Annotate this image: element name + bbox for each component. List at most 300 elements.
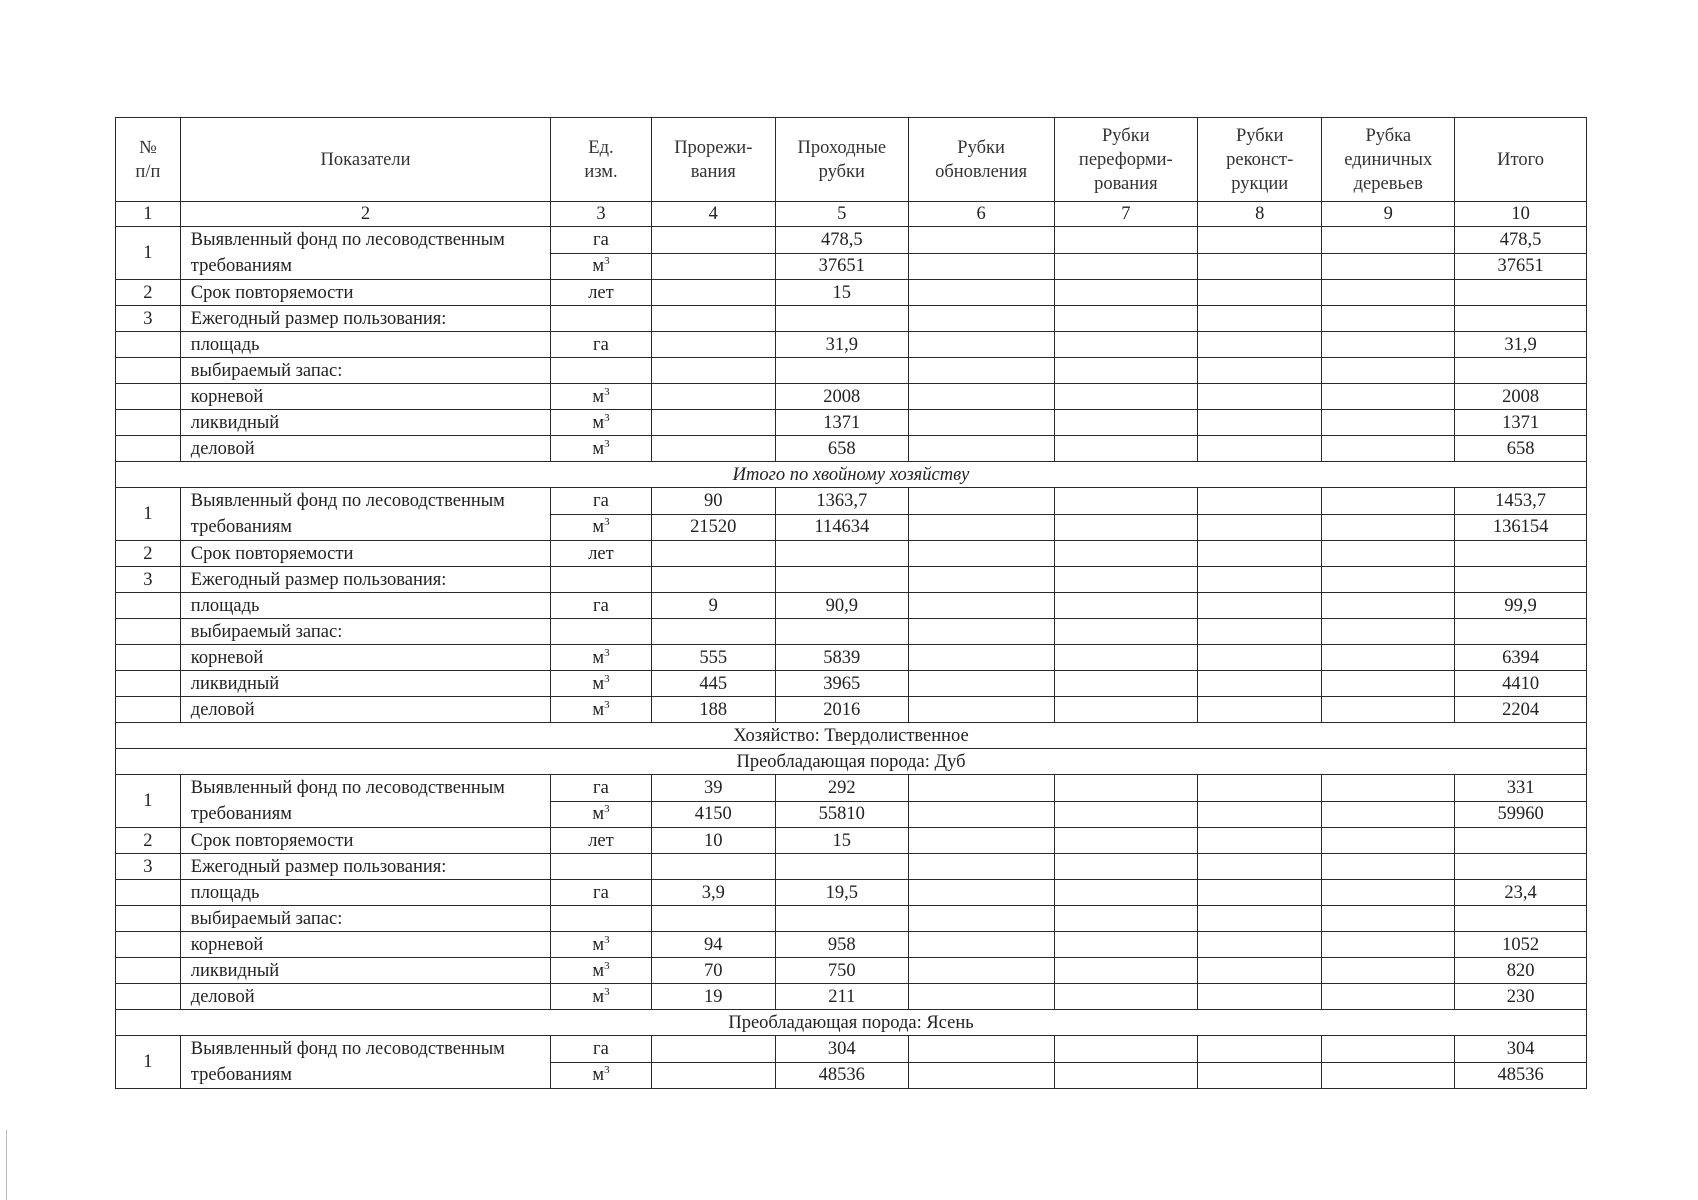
period-row bbox=[116, 541, 1587, 567]
fund-row-ha bbox=[116, 227, 1587, 254]
unit-superscript: 3 bbox=[604, 516, 610, 529]
empty-cell bbox=[908, 906, 1054, 932]
empty-cell bbox=[651, 854, 775, 880]
row-number: 2 bbox=[116, 828, 181, 854]
value-cell bbox=[1054, 984, 1198, 1010]
value-cell bbox=[1322, 410, 1455, 436]
unit-superscript: 3 bbox=[604, 933, 610, 946]
column-number: 7 bbox=[1054, 202, 1198, 227]
value-cell bbox=[1054, 828, 1198, 854]
column-header bbox=[1455, 118, 1587, 202]
value-cell bbox=[775, 541, 908, 567]
value-cell bbox=[908, 880, 1054, 906]
unit-cell bbox=[551, 958, 651, 984]
value-cell: 658 bbox=[775, 436, 908, 462]
indicator-label: Ежегодный размер пользования: bbox=[180, 306, 550, 332]
empty-cell bbox=[775, 358, 908, 384]
unit-text: м bbox=[592, 386, 605, 407]
value-cell: 304 bbox=[1455, 1036, 1587, 1063]
row-number: 2 bbox=[116, 280, 181, 306]
column-header-line: единичных bbox=[1344, 149, 1433, 170]
value-cell bbox=[908, 828, 1054, 854]
unit-text: м bbox=[592, 412, 605, 433]
column-number: 1 bbox=[116, 202, 181, 227]
empty-cell bbox=[116, 358, 181, 384]
value-cell bbox=[1322, 932, 1455, 958]
value-cell bbox=[1198, 541, 1322, 567]
row-number: 1 bbox=[116, 1036, 181, 1089]
indicator-label: ликвидный bbox=[180, 958, 550, 984]
value-cell bbox=[1455, 541, 1587, 567]
empty-cell bbox=[1455, 619, 1587, 645]
value-cell bbox=[1322, 488, 1455, 515]
value-cell: 2204 bbox=[1455, 697, 1587, 723]
empty-cell bbox=[116, 645, 181, 671]
empty-cell bbox=[1455, 306, 1587, 332]
value-cell: 19 bbox=[651, 984, 775, 1010]
empty-cell bbox=[116, 410, 181, 436]
column-number-row bbox=[116, 202, 1587, 227]
unit-text: м bbox=[592, 673, 605, 694]
indicator-label: Выявленный фонд по лесоводственным требованиям bbox=[180, 227, 550, 280]
unit-cell bbox=[551, 436, 651, 462]
value-cell bbox=[1054, 541, 1198, 567]
value-cell: 37651 bbox=[1455, 253, 1587, 280]
empty-cell bbox=[551, 619, 651, 645]
unit-cell bbox=[551, 697, 651, 723]
unit-text: м bbox=[592, 1065, 605, 1086]
value-cell: 37651 bbox=[775, 253, 908, 280]
value-cell bbox=[1198, 410, 1322, 436]
value-cell: 114634 bbox=[775, 514, 908, 541]
empty-cell bbox=[908, 854, 1054, 880]
row-number: 3 bbox=[116, 306, 181, 332]
value-cell bbox=[1322, 227, 1455, 254]
unit-cell: га bbox=[551, 227, 651, 254]
value-cell bbox=[908, 932, 1054, 958]
unit-text: м bbox=[592, 934, 605, 955]
empty-cell bbox=[1054, 854, 1198, 880]
value-cell: 750 bbox=[775, 958, 908, 984]
value-cell bbox=[908, 801, 1054, 828]
unit-cell bbox=[551, 801, 651, 828]
unit-cell bbox=[551, 410, 651, 436]
column-number: 6 bbox=[908, 202, 1054, 227]
value-cell bbox=[1054, 593, 1198, 619]
value-cell bbox=[908, 253, 1054, 280]
unit-text: м bbox=[592, 647, 605, 668]
column-header-line: Ед. bbox=[588, 137, 614, 158]
business-row bbox=[116, 436, 1587, 462]
empty-cell bbox=[116, 932, 181, 958]
value-cell bbox=[1322, 253, 1455, 280]
scan-edge-line bbox=[6, 1130, 7, 1200]
row-number: 1 bbox=[116, 227, 181, 280]
section-row bbox=[116, 749, 1587, 775]
column-header-line: переформи- bbox=[1078, 149, 1173, 170]
unit-cell: га bbox=[551, 1036, 651, 1063]
empty-cell bbox=[551, 306, 651, 332]
empty-cell bbox=[1054, 358, 1198, 384]
indicator-label: Срок повторяемости bbox=[180, 828, 550, 854]
value-cell bbox=[1322, 697, 1455, 723]
value-cell bbox=[908, 384, 1054, 410]
value-cell bbox=[1198, 775, 1322, 802]
value-cell bbox=[1198, 984, 1322, 1010]
value-cell bbox=[908, 410, 1054, 436]
column-header bbox=[1198, 118, 1322, 202]
empty-cell bbox=[908, 619, 1054, 645]
value-cell: 478,5 bbox=[1455, 227, 1587, 254]
value-cell: 9 bbox=[651, 593, 775, 619]
value-cell bbox=[908, 593, 1054, 619]
column-header-line: рования bbox=[1094, 173, 1158, 194]
unit-cell bbox=[551, 253, 651, 280]
value-cell: 23,4 bbox=[1455, 880, 1587, 906]
value-cell bbox=[1322, 541, 1455, 567]
value-cell bbox=[651, 280, 775, 306]
value-cell: 1363,7 bbox=[775, 488, 908, 515]
value-cell bbox=[1198, 253, 1322, 280]
empty-cell bbox=[1322, 306, 1455, 332]
unit-cell bbox=[551, 932, 651, 958]
column-number: 3 bbox=[551, 202, 651, 227]
value-cell bbox=[651, 384, 775, 410]
value-cell bbox=[1322, 775, 1455, 802]
column-number: 8 bbox=[1198, 202, 1322, 227]
column-header-line: Рубка bbox=[1365, 125, 1412, 146]
business-row bbox=[116, 697, 1587, 723]
unit-text: м bbox=[592, 986, 605, 1007]
empty-cell bbox=[1322, 854, 1455, 880]
value-cell: 211 bbox=[775, 984, 908, 1010]
indicator-label: площадь bbox=[180, 593, 550, 619]
value-cell bbox=[1322, 436, 1455, 462]
value-cell bbox=[908, 436, 1054, 462]
unit-superscript: 3 bbox=[604, 411, 610, 424]
value-cell bbox=[1322, 332, 1455, 358]
value-cell bbox=[1054, 227, 1198, 254]
value-cell bbox=[1198, 880, 1322, 906]
value-cell: 445 bbox=[651, 671, 775, 697]
value-cell: 2008 bbox=[775, 384, 908, 410]
value-cell bbox=[1054, 1062, 1198, 1089]
annual-row bbox=[116, 854, 1587, 880]
value-cell bbox=[1054, 384, 1198, 410]
value-cell: 2008 bbox=[1455, 384, 1587, 410]
value-cell bbox=[1322, 801, 1455, 828]
value-cell bbox=[1054, 280, 1198, 306]
value-cell bbox=[651, 1036, 775, 1063]
empty-cell bbox=[116, 697, 181, 723]
indicator-label: Ежегодный размер пользования: bbox=[180, 567, 550, 593]
indicator-label: ликвидный bbox=[180, 671, 550, 697]
empty-cell bbox=[1322, 567, 1455, 593]
value-cell bbox=[1322, 1062, 1455, 1089]
value-cell bbox=[1054, 253, 1198, 280]
empty-cell bbox=[551, 906, 651, 932]
value-cell bbox=[1054, 880, 1198, 906]
value-cell bbox=[908, 227, 1054, 254]
unit-superscript: 3 bbox=[604, 959, 610, 972]
fund-row-ha bbox=[116, 488, 1587, 515]
unit-text: м bbox=[592, 960, 605, 981]
value-cell bbox=[1198, 280, 1322, 306]
unit-text: м bbox=[592, 438, 605, 459]
value-cell bbox=[908, 775, 1054, 802]
value-cell: 10 bbox=[651, 828, 775, 854]
column-header bbox=[180, 118, 550, 202]
column-header bbox=[651, 118, 775, 202]
value-cell bbox=[908, 1062, 1054, 1089]
column-header bbox=[116, 118, 181, 202]
column-header-line: изм. bbox=[584, 161, 618, 182]
value-cell: 5839 bbox=[775, 645, 908, 671]
empty-cell bbox=[775, 306, 908, 332]
liquid-row bbox=[116, 958, 1587, 984]
unit-text: м bbox=[592, 517, 605, 538]
empty-cell bbox=[1322, 619, 1455, 645]
empty-cell bbox=[1054, 306, 1198, 332]
value-cell bbox=[1054, 958, 1198, 984]
indicator-label: корневой bbox=[180, 384, 550, 410]
value-cell bbox=[1054, 1036, 1198, 1063]
value-cell bbox=[1054, 697, 1198, 723]
unit-superscript: 3 bbox=[604, 803, 610, 816]
value-cell bbox=[1322, 671, 1455, 697]
indicator-label: выбираемый запас: bbox=[180, 358, 550, 384]
value-cell bbox=[1455, 280, 1587, 306]
value-cell bbox=[1322, 880, 1455, 906]
empty-cell bbox=[1054, 567, 1198, 593]
value-cell: 1371 bbox=[775, 410, 908, 436]
unit-superscript: 3 bbox=[604, 385, 610, 398]
area-row bbox=[116, 880, 1587, 906]
liquid-row bbox=[116, 410, 1587, 436]
section-heading: Хозяйство: Твердолиственное bbox=[116, 723, 1587, 749]
value-cell bbox=[1198, 1036, 1322, 1063]
unit-cell: лет bbox=[551, 828, 651, 854]
column-header-line: Итого bbox=[1497, 149, 1544, 170]
value-cell: 48536 bbox=[1455, 1062, 1587, 1089]
unit-cell bbox=[551, 514, 651, 541]
section-row bbox=[116, 1010, 1587, 1036]
value-cell bbox=[1054, 645, 1198, 671]
value-cell: 658 bbox=[1455, 436, 1587, 462]
empty-cell bbox=[651, 567, 775, 593]
value-cell bbox=[1198, 436, 1322, 462]
indicator-label: корневой bbox=[180, 932, 550, 958]
value-cell bbox=[651, 436, 775, 462]
section-heading: Преобладающая порода: Дуб bbox=[116, 749, 1587, 775]
value-cell bbox=[1198, 958, 1322, 984]
value-cell: 90 bbox=[651, 488, 775, 515]
annual-row bbox=[116, 306, 1587, 332]
value-cell bbox=[1322, 828, 1455, 854]
indicator-label: Выявленный фонд по лесоводственным требованиям bbox=[180, 775, 550, 828]
column-header-line: вания bbox=[690, 161, 736, 182]
fund-row-ha bbox=[116, 1036, 1587, 1063]
column-header-line: деревьев bbox=[1353, 173, 1423, 194]
period-row bbox=[116, 280, 1587, 306]
section-heading: Преобладающая порода: Ясень bbox=[116, 1010, 1587, 1036]
value-cell bbox=[1322, 1036, 1455, 1063]
value-cell: 31,9 bbox=[1455, 332, 1587, 358]
indicator-label: Выявленный фонд по лесоводственным требованиям bbox=[180, 488, 550, 541]
column-header bbox=[551, 118, 651, 202]
row-number: 3 bbox=[116, 854, 181, 880]
value-cell bbox=[1198, 671, 1322, 697]
row-number: 1 bbox=[116, 775, 181, 828]
empty-cell bbox=[116, 958, 181, 984]
value-cell: 70 bbox=[651, 958, 775, 984]
value-cell bbox=[1198, 332, 1322, 358]
column-header-line: Рубки bbox=[1235, 125, 1284, 146]
value-cell bbox=[1054, 488, 1198, 515]
empty-cell bbox=[551, 358, 651, 384]
unit-text: м bbox=[592, 804, 605, 825]
value-cell: 90,9 bbox=[775, 593, 908, 619]
value-cell: 958 bbox=[775, 932, 908, 958]
value-cell bbox=[1322, 384, 1455, 410]
value-cell bbox=[1322, 593, 1455, 619]
empty-cell bbox=[1054, 906, 1198, 932]
empty-cell bbox=[551, 854, 651, 880]
column-header-line: Рубки bbox=[957, 137, 1005, 158]
value-cell: 188 bbox=[651, 697, 775, 723]
value-cell: 230 bbox=[1455, 984, 1587, 1010]
value-cell bbox=[1322, 514, 1455, 541]
value-cell: 39 bbox=[651, 775, 775, 802]
empty-cell bbox=[1198, 906, 1322, 932]
value-cell bbox=[1198, 1062, 1322, 1089]
indicator-label: Срок повторяемости bbox=[180, 280, 550, 306]
value-cell bbox=[908, 697, 1054, 723]
value-cell bbox=[908, 958, 1054, 984]
unit-cell bbox=[551, 984, 651, 1010]
column-header-line: рукции bbox=[1231, 173, 1289, 194]
business-row bbox=[116, 984, 1587, 1010]
empty-cell bbox=[775, 619, 908, 645]
row-number: 2 bbox=[116, 541, 181, 567]
empty-cell bbox=[1455, 358, 1587, 384]
value-cell bbox=[908, 514, 1054, 541]
value-cell bbox=[1198, 227, 1322, 254]
value-cell bbox=[908, 645, 1054, 671]
value-cell: 1371 bbox=[1455, 410, 1587, 436]
unit-cell: га bbox=[551, 775, 651, 802]
indicator-label: деловой bbox=[180, 436, 550, 462]
unit-superscript: 3 bbox=[604, 1064, 610, 1077]
value-cell bbox=[651, 253, 775, 280]
unit-cell: га bbox=[551, 488, 651, 515]
column-header-line: Показатели bbox=[320, 149, 411, 170]
value-cell bbox=[651, 227, 775, 254]
value-cell bbox=[1198, 828, 1322, 854]
value-cell bbox=[651, 410, 775, 436]
value-cell: 292 bbox=[775, 775, 908, 802]
value-cell bbox=[1198, 514, 1322, 541]
value-cell: 19,5 bbox=[775, 880, 908, 906]
value-cell: 94 bbox=[651, 932, 775, 958]
empty-cell bbox=[908, 306, 1054, 332]
empty-cell bbox=[116, 906, 181, 932]
root-row bbox=[116, 932, 1587, 958]
value-cell bbox=[1198, 593, 1322, 619]
column-header bbox=[1054, 118, 1198, 202]
column-number: 5 bbox=[775, 202, 908, 227]
value-cell bbox=[1054, 775, 1198, 802]
value-cell bbox=[1322, 280, 1455, 306]
period-row bbox=[116, 828, 1587, 854]
value-cell bbox=[1455, 828, 1587, 854]
value-cell bbox=[1322, 645, 1455, 671]
indicator-label: корневой bbox=[180, 645, 550, 671]
value-cell: 2016 bbox=[775, 697, 908, 723]
empty-cell bbox=[1455, 906, 1587, 932]
value-cell bbox=[1198, 384, 1322, 410]
empty-cell bbox=[1198, 567, 1322, 593]
empty-cell bbox=[116, 880, 181, 906]
empty-cell bbox=[116, 332, 181, 358]
indicator-label: деловой bbox=[180, 697, 550, 723]
empty-cell bbox=[116, 593, 181, 619]
value-cell: 4150 bbox=[651, 801, 775, 828]
area-row bbox=[116, 593, 1587, 619]
empty-cell bbox=[1455, 854, 1587, 880]
unit-cell: га bbox=[551, 332, 651, 358]
indicator-label: площадь bbox=[180, 880, 550, 906]
column-header-line: Проходные bbox=[797, 137, 887, 158]
empty-cell bbox=[1198, 854, 1322, 880]
value-cell bbox=[1198, 697, 1322, 723]
value-cell bbox=[651, 541, 775, 567]
unit-superscript: 3 bbox=[604, 646, 610, 659]
value-cell: 6394 bbox=[1455, 645, 1587, 671]
value-cell bbox=[908, 488, 1054, 515]
unit-cell: га bbox=[551, 880, 651, 906]
value-cell bbox=[908, 541, 1054, 567]
value-cell: 15 bbox=[775, 280, 908, 306]
header-row bbox=[116, 118, 1587, 202]
empty-cell bbox=[651, 306, 775, 332]
indicator-label: деловой bbox=[180, 984, 550, 1010]
column-number: 4 bbox=[651, 202, 775, 227]
root-row bbox=[116, 384, 1587, 410]
value-cell bbox=[651, 1062, 775, 1089]
column-header bbox=[1322, 118, 1455, 202]
indicator-label: Выявленный фонд по лесоводственным требованиям bbox=[180, 1036, 550, 1089]
column-header-line: рубки bbox=[818, 161, 865, 182]
value-cell bbox=[651, 332, 775, 358]
empty-cell bbox=[908, 567, 1054, 593]
value-cell: 304 bbox=[775, 1036, 908, 1063]
value-cell bbox=[1198, 932, 1322, 958]
empty-cell bbox=[1198, 306, 1322, 332]
value-cell bbox=[1198, 488, 1322, 515]
stock-row bbox=[116, 358, 1587, 384]
value-cell: 1052 bbox=[1455, 932, 1587, 958]
column-number: 2 bbox=[180, 202, 550, 227]
value-cell bbox=[908, 1036, 1054, 1063]
value-cell bbox=[1322, 958, 1455, 984]
unit-cell: лет bbox=[551, 541, 651, 567]
value-cell bbox=[1322, 984, 1455, 1010]
unit-cell bbox=[551, 1062, 651, 1089]
area-row bbox=[116, 332, 1587, 358]
fund-row-ha bbox=[116, 775, 1587, 802]
value-cell: 820 bbox=[1455, 958, 1587, 984]
